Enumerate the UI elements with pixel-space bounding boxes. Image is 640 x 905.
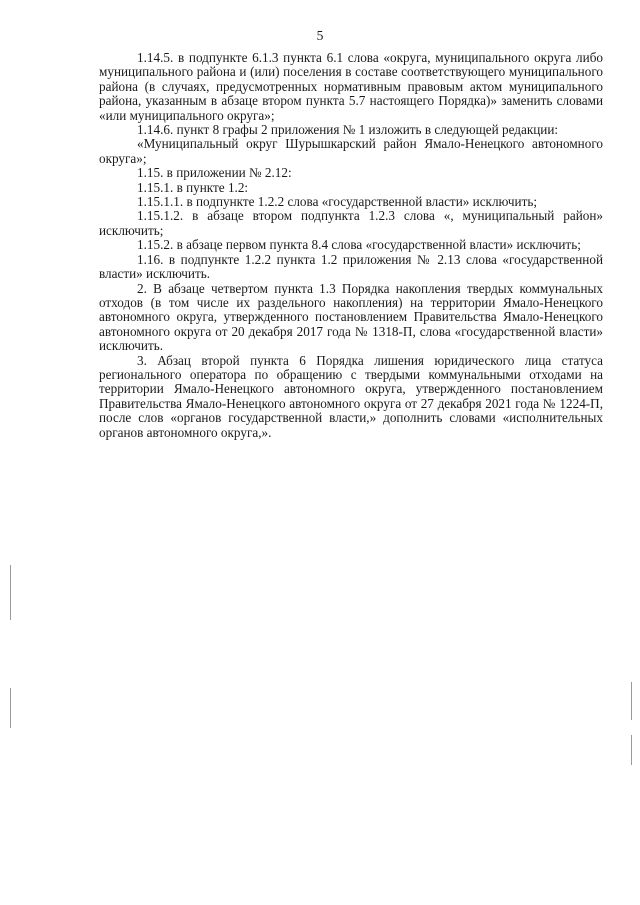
paragraph-municipal-district: «Муниципальный округ Шурышкарский район Ямало-Ненецкого автономного округа»; [99, 136, 603, 166]
paragraph-1-16: 1.16. в подпункте 1.2.2 пункта 1.2 приложения № 2.13 слова «государственной власти» исключить. [99, 251, 603, 282]
paragraph-1-15-2: 1.15.2. в абзаце первом пункта 8.4 слова «государственной власти» исключить; [137, 237, 581, 253]
document-body [99, 51, 603, 440]
page-number: 5 [316, 28, 324, 43]
paragraph-1-14-6: 1.14.6. пункт 8 графы 2 приложения № 1 изложить в следующей редакции: [137, 122, 559, 138]
scan-mark-right-top [631, 682, 632, 720]
scan-mark-left-top [10, 565, 11, 620]
paragraph-1-15-1-2: 1.15.1.2. в абзаце втором подпункта 1.2.3 слова «, муниципальный район» исключить; [99, 208, 603, 238]
paragraph-1-15-1-1: 1.15.1.1. в подпункте 1.2.2 слова «государственной власти» исключить; [137, 194, 538, 210]
paragraph-1-14-5: 1.14.5. в подпункте 6.1.3 пункта 6.1 слова «округа, муниципального округа либо муниципального района и (или) поселения в составе соответствующего муниципального района (в случаях, предусмотренных нормативным правовым актом муниципального района, указанным в абзаце втором пункта 5.7 настоящего Порядка)» заменить словами «или муниципального округа»; [99, 50, 603, 123]
paragraph-1-15-1: 1.15.1. в пункте 1.2: [137, 179, 249, 195]
paragraph-2: 2. В абзаце четвертом пункта 1.3 Порядка накопления твердых коммунальных отходов (в том числе их раздельного накопления) на территории Ямало-Ненецкого автономного округа, утвержденного постановлением Правительства Ямало-Ненецкого автономного округа от 20 декабря 2017 года № 1318-П, слова «государственной власти» исключить. [99, 280, 603, 354]
scan-mark-right-bottom [631, 735, 632, 765]
paragraph-3: 3. Абзац второй пункта 6 Порядка лишения юридического лица статуса регионального оператора по обращению с твердыми коммунальными отходами на территории Ямало-Ненецкого автономного округа, утвержденного постановлением Правительства Ямало-Ненецкого автономного округа от 27 декабря 2021 года № 1224-П, после слов «органов государственной власти,» дополнить словами «исполнительных органов автономного округа,». [99, 352, 603, 440]
scan-mark-left-bottom [10, 688, 11, 728]
paragraph-1-15: 1.15. в приложении № 2.12: [137, 165, 292, 181]
